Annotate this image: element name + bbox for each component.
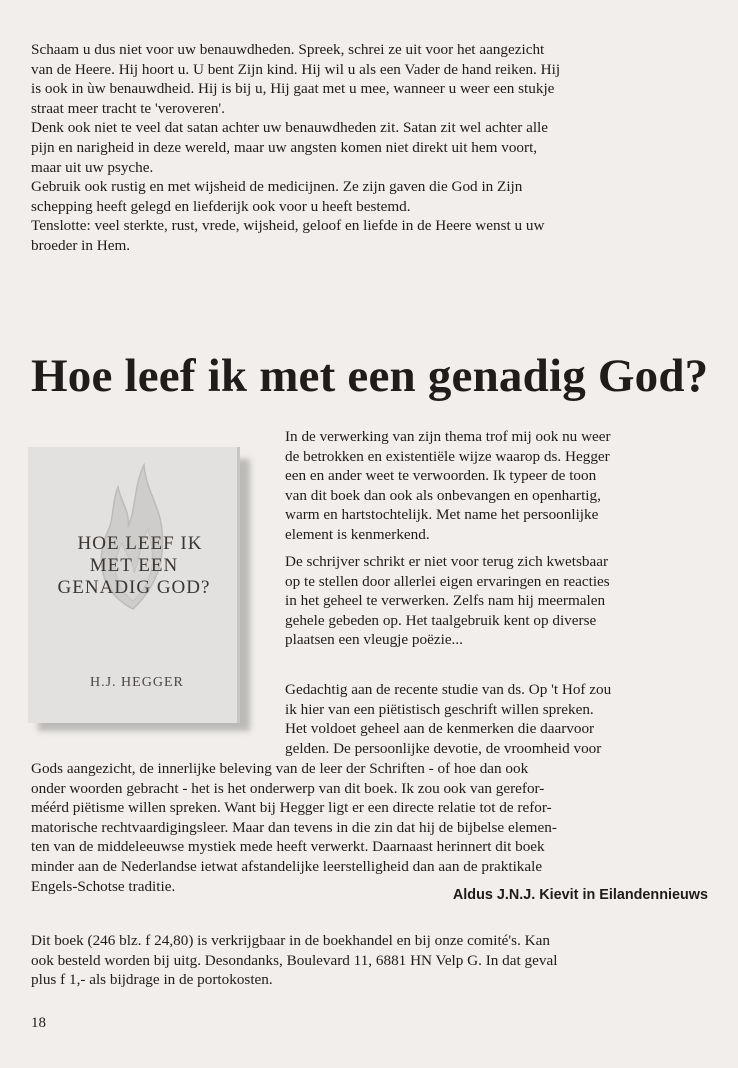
text-line: matorische rechtvaardigingsleer. Maar dan tevens in die zin dat hij de bijbelse elemen- [31, 818, 557, 836]
text-line: plus f 1,- als bijdrage in de portokosten. [31, 971, 273, 989]
text-line: straat meer tracht te 'veroveren'. [31, 99, 225, 117]
text-line: gehele gebeden op. Het taalgebruik kent op diverse [285, 611, 597, 629]
text-line: warm en hartstochtelijk. Met name het persoonlijke [285, 506, 599, 524]
text-line: Schaam u dus niet voor uw benauwdheden. Spreek, schrei ze uit voor het aangezicht [31, 41, 545, 58]
text-line: Denk ook niet te veel dat satan achter uw benauwdheden zit. Satan zit wel achter alle [31, 119, 549, 137]
text-line: Gods aangezicht, de innerlijke beleving van de leer der Schriften - of hoe dan ook [31, 760, 529, 777]
text-line: ik hier van een piëtistisch geschrift willen spreken. [285, 700, 594, 718]
intro-text [31, 40, 708, 256]
text-line: maar uit uw psyche. [31, 158, 154, 176]
text-line: van dit boek dan ook als onbevangen en openhartig, [285, 486, 601, 504]
text-line: Tenslotte: veel sterkte, rust, vrede, wijsheid, geloof en liefde in de Heere wenst u uw [31, 217, 545, 235]
text-line: Engels-Schotse traditie. [31, 877, 176, 895]
text-line: ook besteld worden bij uitg. Desondanks, Boulevard 11, 6881 HN Velp G. In dat geval [31, 951, 558, 969]
text-line: Het voldoet geheel aan de kenmerken die daarvoor [285, 720, 595, 738]
text-line: onder woorden gebracht - het is het onderwerp van dit boek. Ik zou ook van gerefor- [31, 779, 545, 797]
review-paragraph-3-continued [31, 759, 708, 896]
text-line: is ook in ùw benauwdheid. Hij is bij u, Hij gaat met u mee, wanneer u weer een stukje [31, 80, 555, 98]
text-line: Gedachtig aan de recente studie van ds. Op 't Hof zou [285, 681, 612, 698]
text-line: de betrokken en existentiële wijze waarop ds. Hegger [285, 447, 610, 465]
order-info [31, 931, 708, 990]
book-title-line: MET EEN [89, 555, 179, 576]
text-line: pijn en narigheid in deze wereld, maar uw angsten komen niet direkt uit hem voort, [31, 138, 538, 156]
review-paragraph-1 [285, 427, 708, 545]
article-headline: Hoe leef ik met een genadig God? [31, 350, 709, 402]
text-line: broeder in Hem. [31, 236, 131, 254]
text-line: schepping heeft gelegd en liefderijk ook voor u heeft bestemd. [31, 197, 411, 215]
text-line: ten van de middeleeuwse mystiek mede heeft verwerkt. Daarnaast herinnert dit boek [31, 838, 545, 856]
text-line: op te stellen door allerlei eigen ervaringen en reacties [285, 572, 610, 590]
text-line: in het geheel te verwerken. Zelfs nam hij meermalen [285, 592, 606, 610]
text-line: een en ander weet te verwoorden. Ik typeer de toon [285, 467, 597, 485]
text-line: De schrijver schrikt er niet voor terug zich kwetsbaar [285, 553, 609, 570]
text-line: element is kenmerkend. [285, 525, 430, 543]
text-line: minder aan de Nederlandse ietwat afstandelijke leerstelligheid dan aan de praktikale [31, 857, 543, 875]
book-author: H.J. HEGGER [90, 675, 184, 690]
review-paragraph-3 [285, 680, 708, 758]
review-source: Aldus J.N.J. Kievit in Eilandennieuws [452, 887, 708, 903]
text-line: In de verwerking van zijn thema trof mij ook nu weer [285, 428, 611, 445]
text-line: Dit boek (246 blz. f 24,80) is verkrijgbaar in de boekhandel en bij onze comité's. Kan [31, 932, 550, 949]
book-cover [28, 447, 240, 723]
text-line: van de Heere. Hij hoort u. U bent Zijn kind. Hij wil u als een Vader de hand reiken. Hij [31, 60, 561, 78]
text-line: Gebruik ook rustig en met wijsheid de medicijnen. Ze zijn gaven die God in Zijn [31, 178, 523, 196]
book-title-line: GENADIG GOD? [57, 577, 211, 598]
book-title-line: HOE LEEF IK [77, 533, 203, 554]
text-line: gelden. De persoonlijke devotie, de vroomheid voor [285, 739, 602, 757]
text-line: plaatsen een vleugje poëzie... [285, 631, 463, 649]
text-line: méérd piëtisme willen spreken. Want bij Hegger ligt er een directe relatie tot de refor- [31, 799, 552, 817]
page-number: 18 [31, 1015, 46, 1031]
review-paragraph-2 [285, 552, 708, 650]
book-cover-image [28, 447, 248, 737]
